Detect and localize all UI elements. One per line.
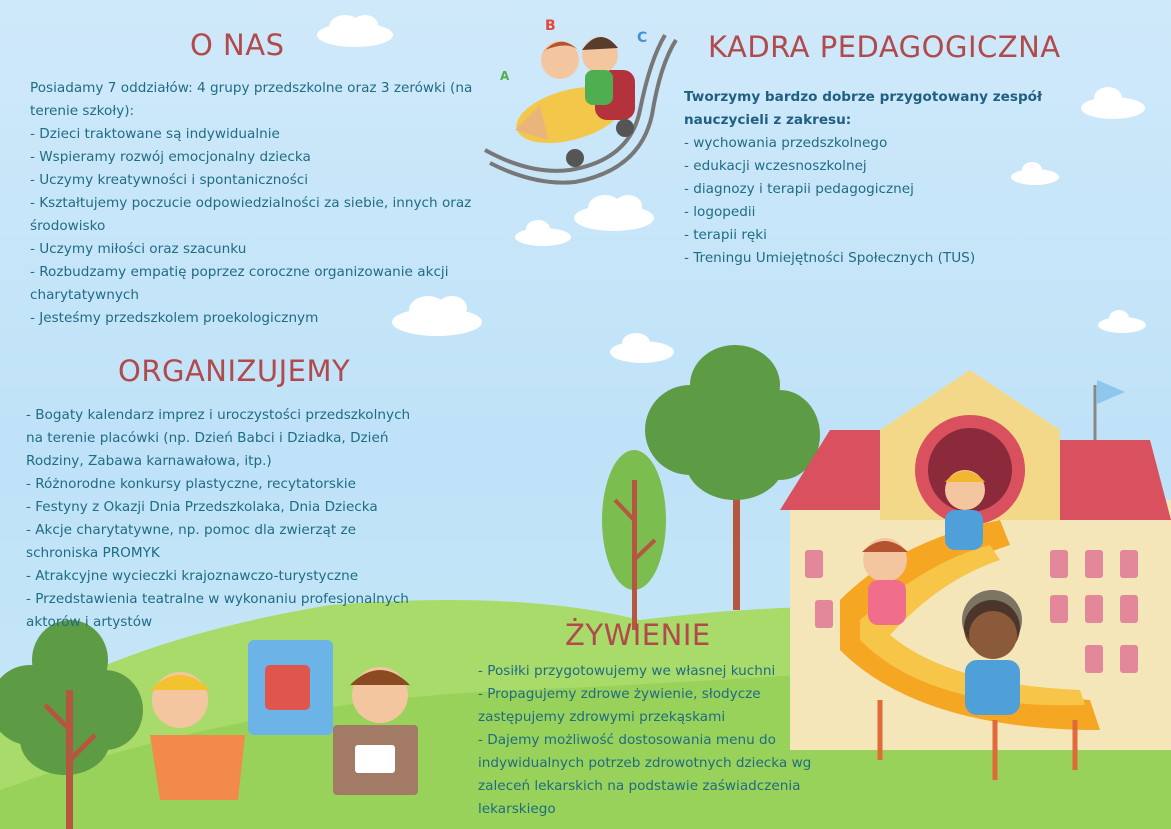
kadra-section [684, 86, 1074, 270]
cloud [574, 195, 654, 231]
list-item: - terapii ręki [684, 227, 767, 243]
list-item: - Przedstawienia teatralne w wykonaniu profesjonalnych aktorów i artystów [26, 591, 409, 630]
list-item: - Propagujemy zdrowe żywienie, słodycze zastępujemy zdrowymi przekąskami [478, 686, 761, 725]
letter-a-decor: A [500, 69, 510, 83]
o-nas-intro: Posiadamy 7 oddziałów: 4 grupy przedszkolne oraz 3 zerówki (na terenie szkoły): [30, 80, 473, 119]
cloud [515, 220, 571, 246]
cloud [1098, 310, 1146, 333]
list-item: - Festyny z Okazji Dnia Przedszkolaka, Dnia Dziecka [26, 499, 378, 515]
cloud [317, 15, 393, 47]
list-item: - Uczymy miłości oraz szacunku [30, 241, 247, 257]
list-item: - Rozbudzamy empatię poprzez coroczne organizowanie akcji charytatywnych [30, 264, 449, 303]
list-item: - Posiłki przygotowujemy we własnej kuchni [478, 663, 776, 679]
organizujemy-section [26, 404, 411, 634]
list-item: - Akcje charytatywne, np. pomoc dla zwierząt ze schroniska PROMYK [26, 522, 357, 561]
kadra-intro: Tworzymy bardzo dobrze przygotowany zespół nauczycieli z zakresu: [684, 89, 1043, 128]
tree-slim [602, 450, 666, 630]
list-item: - Jesteśmy przedszkolem proekologicznym [30, 310, 319, 326]
list-item: - logopedii [684, 204, 756, 220]
o-nas-heading: O NAS [190, 28, 285, 62]
list-item: - wychowania przedszkolnego [684, 135, 888, 151]
list-item: - Wspieramy rozwój emocjonalny dziecka [30, 149, 311, 165]
kadra-heading: KADRA PEDAGOGICZNA [708, 30, 1061, 64]
kadra-list [684, 132, 1074, 270]
list-item: - Kształtujemy poczucie odpowiedzialności za siebie, innych oraz środowisko [30, 195, 472, 234]
letter-b-decor: B [545, 18, 556, 34]
organizujemy-heading: ORGANIZUJEMY [118, 354, 351, 388]
list-item: - Uczymy kreatywności i spontaniczności [30, 172, 309, 188]
zywienie-heading: ŻYWIENIE [565, 618, 711, 652]
o-nas-list [30, 123, 485, 330]
organizujemy-list [26, 404, 411, 634]
zywienie-list [478, 660, 843, 821]
letter-c-decor: C [637, 30, 648, 46]
list-item: - Dzieci traktowane są indywidualnie [30, 126, 280, 142]
rollercoaster-illustration [485, 18, 676, 183]
list-item: - Różnorodne konkursy plastyczne, recytatorskie [26, 476, 356, 492]
cloud [1081, 87, 1145, 119]
list-item: - Dajemy możliwość dostosowania menu do indywidualnych potrzeb zdrowotnych dziecka wg zaleceń lekarskich na podstawie zaświadczenia lekarskiego [478, 732, 812, 817]
o-nas-section [30, 77, 485, 330]
list-item: - Bogaty kalendarz imprez i uroczystości przedszkolnych na terenie placówki (np. Dzień Babci i Dziadka, Dzień Rodziny, Zabawa karnawałowa, itp.) [26, 407, 411, 469]
list-item: - diagnozy i terapii pedagogicznej [684, 181, 914, 197]
zywienie-section [478, 660, 843, 821]
cloud [610, 333, 674, 363]
list-item: - Treningu Umiejętności Społecznych (TUS) [684, 250, 976, 266]
list-item: - Atrakcyjne wycieczki krajoznawczo-turystyczne [26, 568, 359, 584]
list-item: - edukacji wczesnoszkolnej [684, 158, 867, 174]
